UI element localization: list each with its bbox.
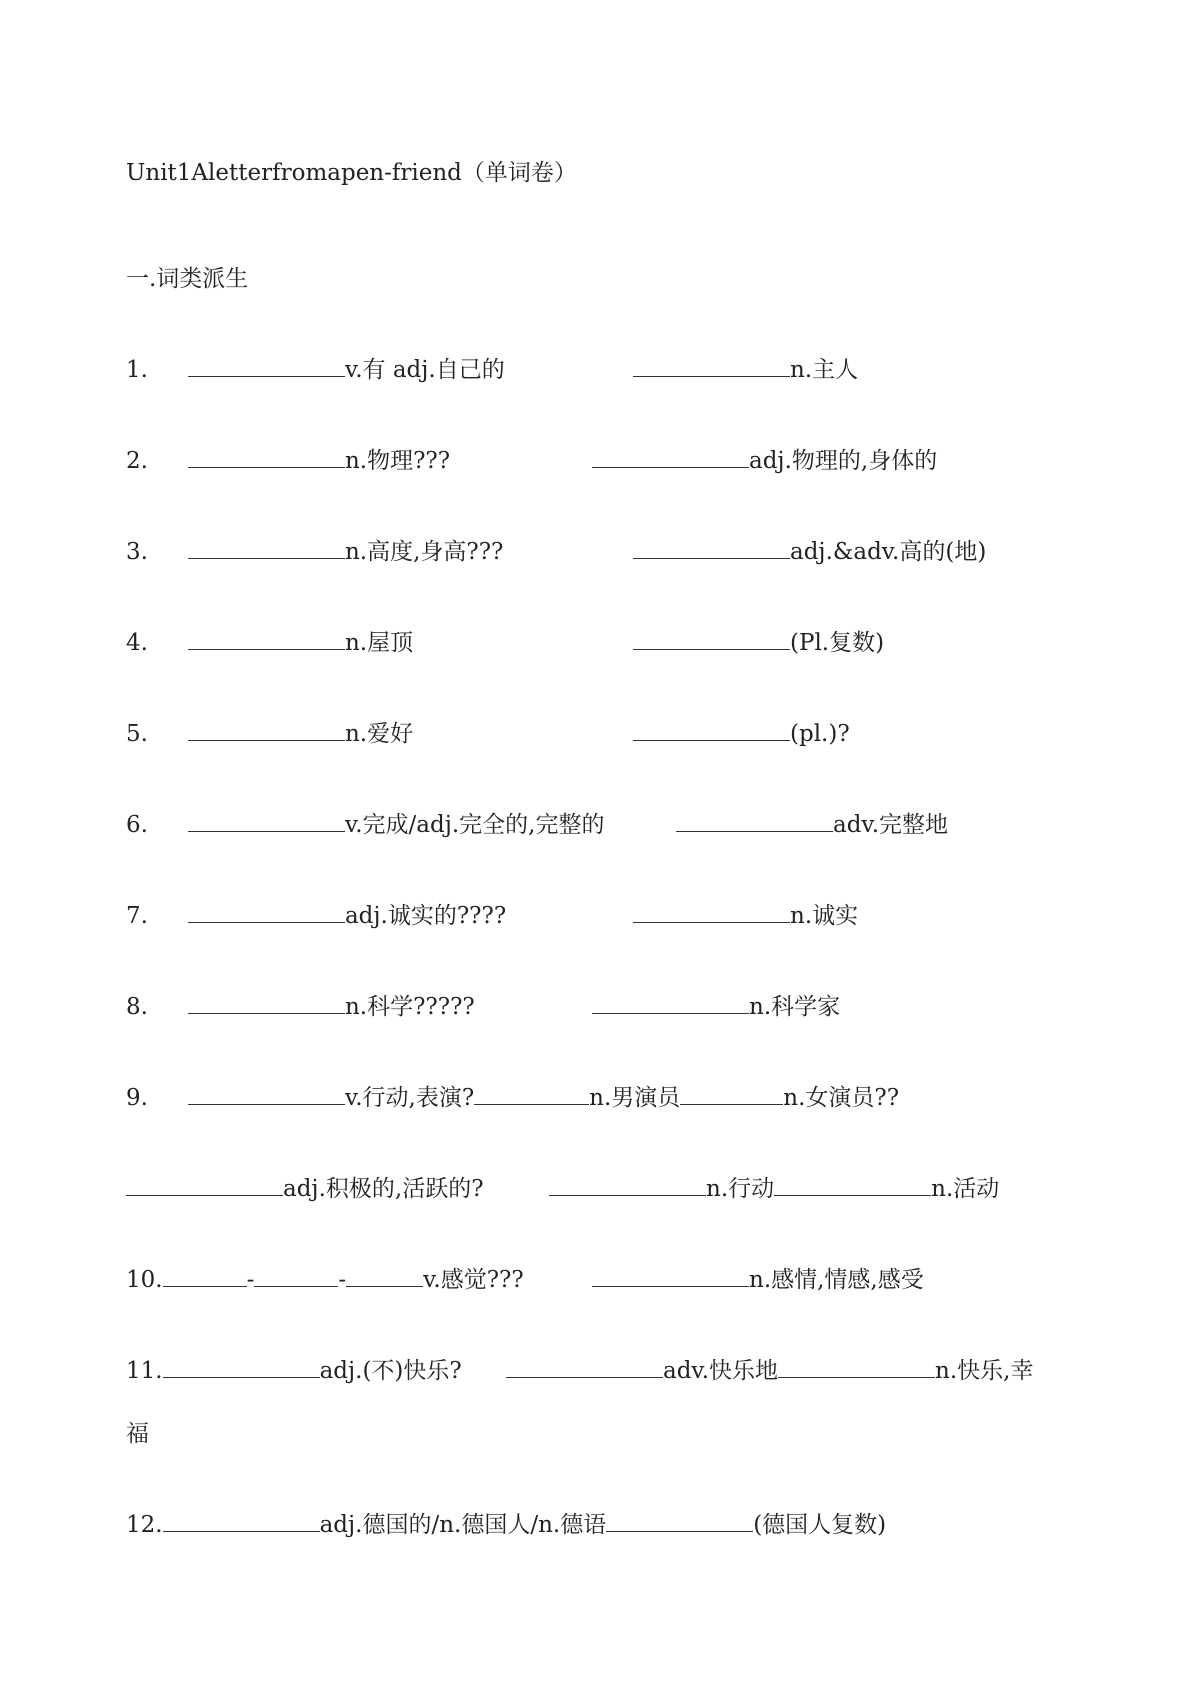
- answer-blank[interactable]: [188, 356, 345, 377]
- item-text: n.主人: [790, 357, 859, 383]
- item-text: n.物理???: [344, 448, 451, 474]
- item-text: 12.: [126, 1512, 163, 1538]
- item-text: adv.快乐地: [663, 1358, 779, 1384]
- exercise-item-1: [126, 355, 858, 385]
- item-text: 3.: [126, 539, 148, 565]
- answer-blank[interactable]: [592, 1266, 749, 1287]
- item-text: -: [246, 1267, 255, 1293]
- answer-blank[interactable]: [633, 902, 790, 923]
- item-text: n.诚实: [790, 903, 859, 929]
- answer-blank[interactable]: [188, 1084, 345, 1105]
- item-text: -: [338, 1267, 347, 1293]
- answer-blank[interactable]: [592, 993, 749, 1014]
- item-text: 7.: [126, 903, 148, 929]
- item-text: 4.: [126, 630, 148, 656]
- answer-blank[interactable]: [188, 720, 345, 741]
- answer-blank[interactable]: [163, 1266, 247, 1287]
- item-text: (pl.)?: [790, 721, 850, 747]
- answer-blank[interactable]: [633, 538, 790, 559]
- item-text: (德国人复数): [753, 1512, 887, 1538]
- exercise-item-3: [126, 537, 986, 567]
- item-text: adj.(不)快乐?: [319, 1358, 462, 1384]
- item-text: 9.: [126, 1085, 148, 1111]
- exercise-item-6: [126, 810, 948, 840]
- exercise-item-5: [126, 719, 850, 749]
- exercise-item-11: [126, 1356, 1033, 1386]
- answer-blank[interactable]: [188, 902, 345, 923]
- answer-blank[interactable]: [188, 629, 345, 650]
- item-text: adv.完整地: [833, 812, 949, 838]
- item-text: 福: [126, 1421, 149, 1447]
- answer-blank[interactable]: [254, 1266, 338, 1287]
- answer-blank[interactable]: [188, 538, 345, 559]
- item-text: adj.积极的,活跃的?: [283, 1176, 484, 1202]
- answer-blank[interactable]: [633, 720, 790, 741]
- answer-blank[interactable]: [549, 1175, 706, 1196]
- answer-blank[interactable]: [506, 1357, 663, 1378]
- item-text: n.女演员??: [783, 1085, 900, 1111]
- answer-blank[interactable]: [346, 1266, 423, 1287]
- item-text: (Pl.复数): [790, 630, 885, 656]
- item-text: n.爱好: [344, 721, 414, 747]
- answer-blank[interactable]: [774, 1175, 931, 1196]
- answer-blank[interactable]: [606, 1511, 753, 1532]
- answer-blank[interactable]: [676, 811, 833, 832]
- answer-blank[interactable]: [188, 811, 345, 832]
- section-heading: 一.词类派生: [126, 266, 249, 292]
- document-title: Unit1Aletterfromapen-friend（单词卷）: [126, 160, 577, 186]
- item-text: v.行动,表演?: [344, 1085, 475, 1111]
- answer-blank[interactable]: [633, 629, 790, 650]
- exercise-item-9: [126, 1083, 899, 1113]
- item-text: n.男演员: [589, 1085, 681, 1111]
- answer-blank[interactable]: [188, 447, 345, 468]
- item-text: 5.: [126, 721, 148, 747]
- exercise-item-8: [126, 992, 840, 1022]
- item-text: n.行动: [706, 1176, 775, 1202]
- item-text: 8.: [126, 994, 148, 1020]
- exercise-item-4: [126, 628, 884, 658]
- item-text: 2.: [126, 448, 148, 474]
- item-text: v.完成/adj.完全的,完整的: [344, 812, 605, 838]
- answer-blank[interactable]: [633, 356, 790, 377]
- item-text: n.活动: [931, 1176, 1000, 1202]
- item-text: n.快乐,幸: [935, 1358, 1034, 1384]
- exercise-item-2: [126, 446, 937, 476]
- item-text: adj.&adv.高的(地): [790, 539, 987, 565]
- exercise-item-11b: [126, 1419, 149, 1449]
- answer-blank[interactable]: [163, 1357, 320, 1378]
- item-text: adj.物理的,身体的: [749, 448, 938, 474]
- answer-blank[interactable]: [778, 1357, 935, 1378]
- item-text: 1.: [126, 357, 148, 383]
- item-text: v.有 adj.自己的: [344, 357, 505, 383]
- item-text: adj.诚实的????: [344, 903, 507, 929]
- item-text: 11.: [126, 1358, 163, 1384]
- item-text: v.感觉???: [423, 1267, 524, 1293]
- item-text: adj.德国的/n.德国人/n.德语: [319, 1512, 607, 1538]
- item-text: n.科学家: [749, 994, 841, 1020]
- item-text: n.感情,情感,感受: [749, 1267, 924, 1293]
- item-text: 6.: [126, 812, 148, 838]
- answer-blank[interactable]: [188, 993, 345, 1014]
- item-text: n.高度,身高???: [344, 539, 504, 565]
- exercise-item-10: [126, 1265, 924, 1295]
- item-text: 10.: [126, 1267, 163, 1293]
- answer-blank[interactable]: [474, 1084, 589, 1105]
- answer-blank[interactable]: [126, 1175, 283, 1196]
- exercise-item-12: [126, 1510, 886, 1540]
- item-text: n.屋顶: [344, 630, 414, 656]
- item-text: n.科学?????: [344, 994, 475, 1020]
- exercise-item-7: [126, 901, 858, 931]
- exercise-item-9b: [126, 1174, 999, 1204]
- answer-blank[interactable]: [163, 1511, 320, 1532]
- answer-blank[interactable]: [592, 447, 749, 468]
- answer-blank[interactable]: [680, 1084, 783, 1105]
